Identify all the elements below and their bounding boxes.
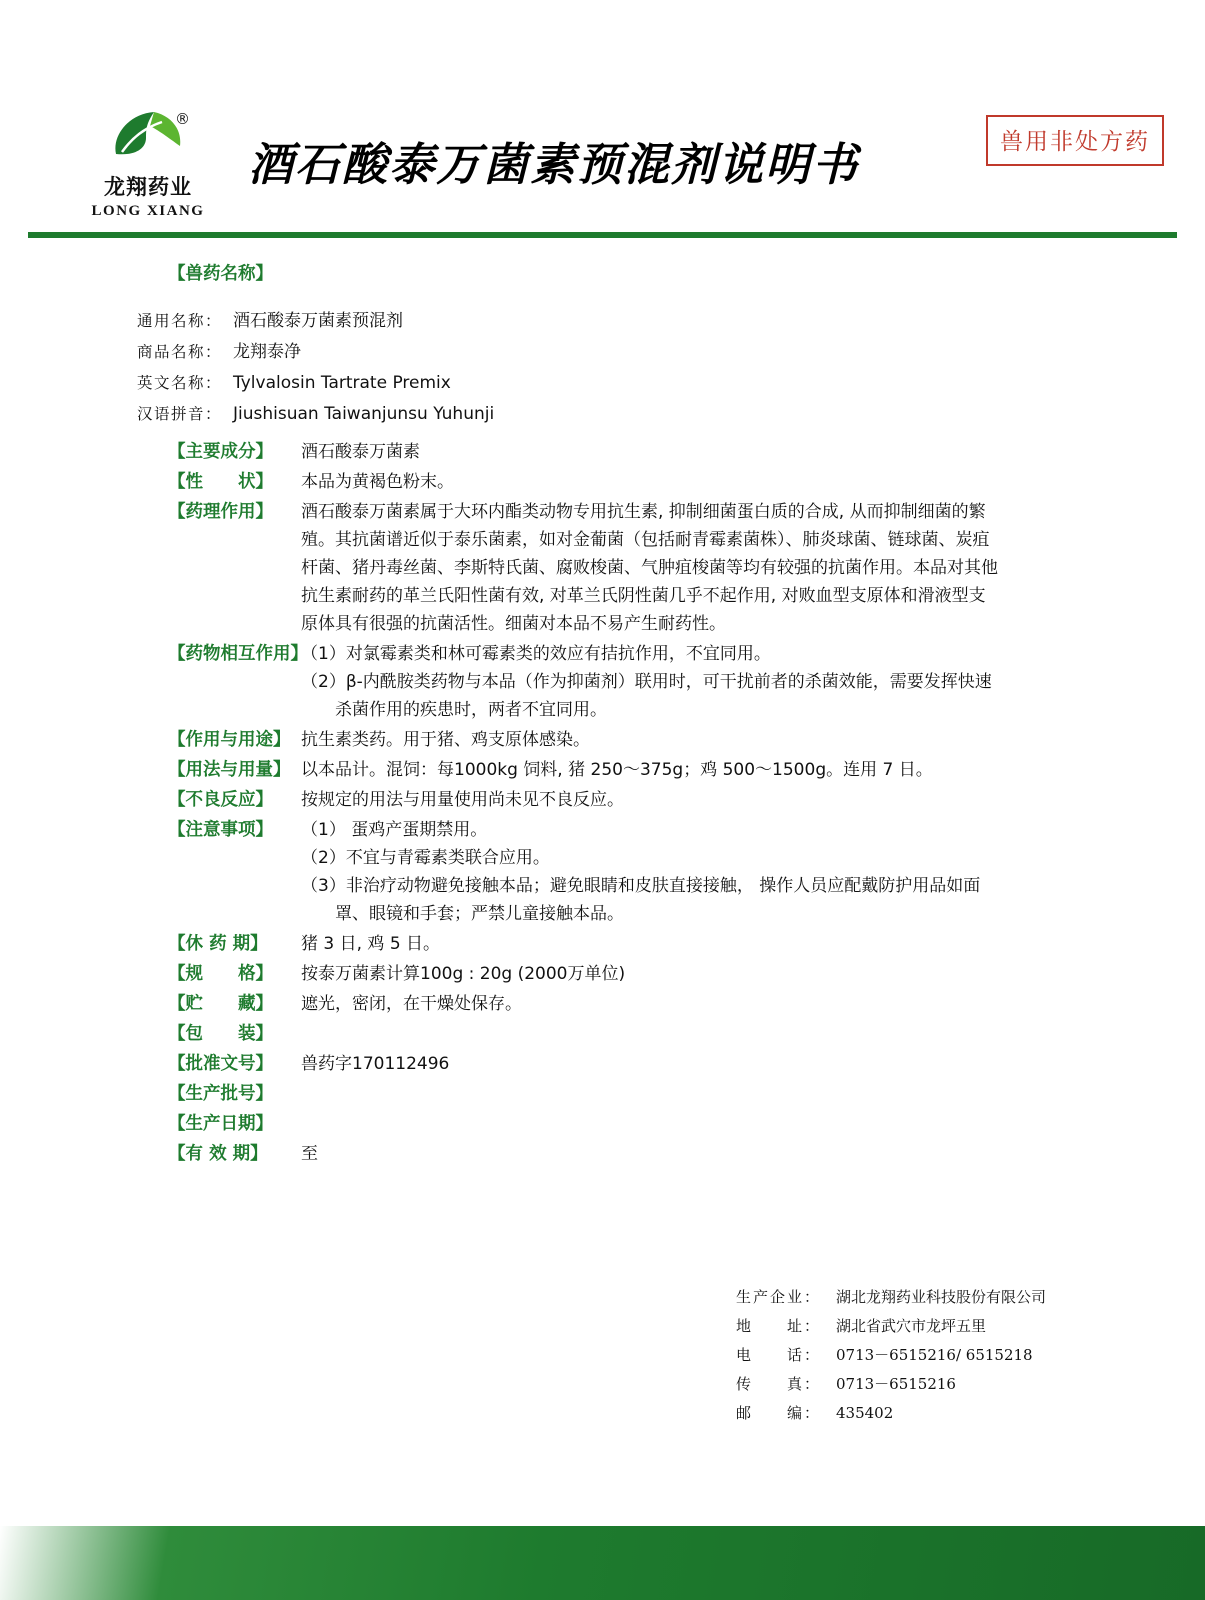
value-caution bbox=[301, 816, 1205, 928]
brand-name-cn: 龙翔药业 bbox=[104, 174, 192, 199]
value-main-ingredient: 酒石酸泰万菌素 bbox=[301, 442, 420, 462]
list-item bbox=[137, 368, 1205, 399]
value-interaction bbox=[301, 640, 1205, 724]
company-logo bbox=[82, 108, 214, 220]
list-item bbox=[736, 1399, 1046, 1428]
fax-key: 传 真： bbox=[736, 1375, 822, 1393]
list-item: （3）非治疗动物避免接触本品；避免眼睛和皮肤直接接触， 操作人员应配戴防护用品如面罩、眼镜和手套；严禁儿童接触本品。 bbox=[301, 876, 981, 924]
section-approval-number bbox=[0, 1050, 1205, 1078]
section-pharmacology bbox=[0, 498, 1205, 638]
section-package bbox=[0, 1020, 1205, 1048]
section-specification bbox=[0, 960, 1205, 988]
list-item: （2）β-内酰胺类药物与本品（作为抑菌剂）联用时，可干扰前者的杀菌效能，需要发挥快速杀菌作用的疾患时，两者不宜同用。 bbox=[301, 672, 992, 720]
header-divider bbox=[28, 232, 1177, 238]
manufacturer-value: 湖北龙翔药业科技股份有限公司 bbox=[836, 1288, 1047, 1306]
brand-name-en: LONG XIANG bbox=[91, 203, 205, 219]
generic-name-key: 通用名称： bbox=[137, 312, 223, 330]
value-withdrawal: 猪 3 日, 鸡 5 日。 bbox=[301, 934, 441, 954]
pinyin-name-value: Jiushisuan Taiwanjunsu Yuhunji bbox=[233, 404, 495, 424]
section-production-date bbox=[0, 1110, 1205, 1138]
list-item bbox=[137, 337, 1205, 368]
label-interaction: 【药物相互作用】 bbox=[168, 644, 308, 664]
section-interaction bbox=[0, 640, 1205, 724]
label-caution: 【注意事项】 bbox=[168, 820, 273, 840]
list-item bbox=[137, 399, 1205, 430]
label-main-ingredient: 【主要成分】 bbox=[168, 442, 273, 462]
label-drug-name: 【兽药名称】 bbox=[168, 264, 273, 284]
footer-bar bbox=[0, 1526, 1205, 1600]
section-main-ingredient bbox=[0, 438, 1205, 466]
leaf-logo-icon bbox=[102, 108, 194, 170]
postcode-key: 邮 编： bbox=[736, 1404, 822, 1422]
postcode-value: 435402 bbox=[836, 1404, 894, 1422]
manufacturer-key: 生产企业： bbox=[736, 1288, 822, 1306]
label-dosage: 【用法与用量】 bbox=[168, 760, 291, 780]
generic-name-value: 酒石酸泰万菌素预混剂 bbox=[233, 311, 403, 331]
list-item: （1） 蛋鸡产蛋期禁用。 bbox=[301, 820, 488, 840]
label-expiry-date: 【有 效 期】 bbox=[168, 1144, 268, 1164]
list-item bbox=[736, 1341, 1046, 1370]
value-approval-number: 兽药字170112496 bbox=[301, 1054, 450, 1074]
label-property: 【性 状】 bbox=[168, 472, 273, 492]
page-title: 酒石酸泰万菌素预混剂说明书 bbox=[248, 138, 860, 191]
label-batch-number: 【生产批号】 bbox=[168, 1084, 273, 1104]
phone-key: 电 话： bbox=[736, 1346, 822, 1364]
label-package: 【包 装】 bbox=[168, 1024, 273, 1044]
phone-value: 0713－6515216/ 6515218 bbox=[836, 1346, 1033, 1364]
list-item: （1）对氯霉素类和林可霉素类的效应有拮抗作用，不宜同用。 bbox=[301, 644, 771, 664]
fax-value: 0713－6515216 bbox=[836, 1375, 956, 1393]
section-batch-number bbox=[0, 1080, 1205, 1108]
address-value: 湖北省武穴市龙坪五里 bbox=[836, 1317, 987, 1335]
list-item bbox=[736, 1312, 1046, 1341]
trade-name-value: 龙翔泰净 bbox=[233, 342, 301, 362]
label-storage: 【贮 藏】 bbox=[168, 994, 273, 1014]
list-item bbox=[736, 1283, 1046, 1312]
value-usage: 抗生素类药。用于猪、鸡支原体感染。 bbox=[301, 730, 590, 750]
section-drug-name bbox=[0, 260, 1205, 288]
company-info bbox=[736, 1283, 1046, 1428]
label-production-date: 【生产日期】 bbox=[168, 1114, 273, 1134]
value-adverse-reaction: 按规定的用法与用量使用尚未见不良反应。 bbox=[301, 790, 624, 810]
document-body bbox=[0, 260, 1205, 1170]
status-badge: 兽用非处方药 bbox=[986, 115, 1164, 166]
section-expiry-date bbox=[0, 1140, 1205, 1168]
document-header bbox=[0, 0, 1205, 219]
section-storage bbox=[0, 990, 1205, 1018]
section-usage bbox=[0, 726, 1205, 754]
pinyin-name-key: 汉语拼音： bbox=[137, 405, 223, 423]
section-dosage bbox=[0, 756, 1205, 784]
label-usage: 【作用与用途】 bbox=[168, 730, 291, 750]
english-name-value: Tylvalosin Tartrate Premix bbox=[233, 373, 451, 393]
label-adverse-reaction: 【不良反应】 bbox=[168, 790, 273, 810]
label-specification: 【规 格】 bbox=[168, 964, 273, 984]
address-key: 地 址： bbox=[736, 1317, 822, 1335]
value-property: 本品为黄褐色粉末。 bbox=[301, 472, 454, 492]
list-item: （2）不宜与青霉素类联合应用。 bbox=[301, 848, 550, 868]
label-pharmacology: 【药理作用】 bbox=[168, 502, 273, 522]
section-withdrawal bbox=[0, 930, 1205, 958]
value-expiry-date: 至 bbox=[301, 1144, 318, 1164]
label-withdrawal: 【休 药 期】 bbox=[168, 934, 268, 954]
value-storage: 遮光，密闭，在干燥处保存。 bbox=[301, 994, 522, 1014]
section-adverse-reaction bbox=[0, 786, 1205, 814]
registered-trademark-icon: ® bbox=[175, 110, 190, 128]
label-approval-number: 【批准文号】 bbox=[168, 1054, 273, 1074]
english-name-key: 英文名称： bbox=[137, 374, 223, 392]
trade-name-key: 商品名称： bbox=[137, 343, 223, 361]
drug-name-list bbox=[137, 306, 1205, 430]
value-pharmacology: 酒石酸泰万菌素属于大环内酯类动物专用抗生素, 抑制细菌蛋白质的合成, 从而抑制细菌的繁殖。其抗菌谱近似于泰乐菌素，如对金葡菌（包括耐青霉素菌株）、肺炎球菌、链球菌、炭疽杆菌、猪丹毒丝菌、李斯特氏菌、腐败梭菌、气肿疽梭菌等均有较强的抗菌作用。本品对其他抗生素耐药的革兰氏阳性菌有效, 对革兰氏阴性菌几乎不起作用, 对败血型支原体和滑液型支原体具有很强的抗菌活性。细菌对本品不易产生耐药性。 bbox=[301, 502, 998, 634]
value-dosage: 以本品计。混饲：每1000kg 饲料, 猪 250～375g；鸡 500～1500g。连用 7 日。 bbox=[301, 760, 933, 780]
section-caution bbox=[0, 816, 1205, 928]
list-item bbox=[736, 1370, 1046, 1399]
list-item bbox=[137, 306, 1205, 337]
section-property bbox=[0, 468, 1205, 496]
value-specification: 按泰万菌素计算100g : 20g (2000万单位) bbox=[301, 964, 626, 984]
